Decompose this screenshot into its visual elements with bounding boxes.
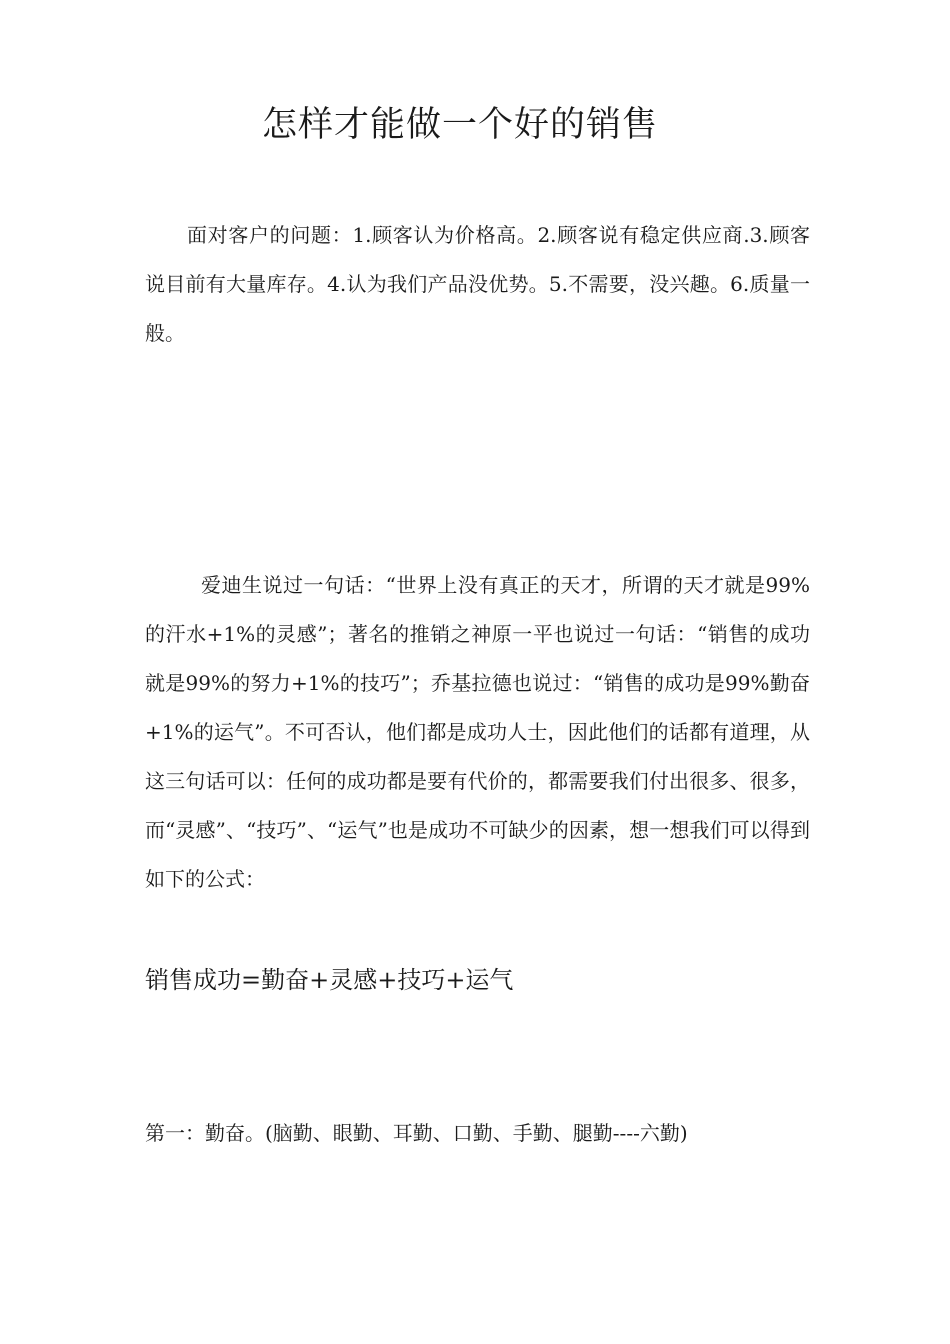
document-title: 怎样才能做一个好的销售	[261, 105, 658, 145]
paragraph-customer-problems: 面对客户的问题：1.顾客认为价格高。2.顾客说有稳定供应商.3.顾客说目前有大量库存。4.认为我们产品没优势。5.不需要，没兴趣。6.质量一般。	[145, 223, 810, 345]
section-heading-diligence: 第一：勤奋。(脑勤、眼勤、耳勤、口勤、手勤、腿勤----六勤)	[145, 1121, 688, 1145]
sales-success-formula: 销售成功=勤奋+灵感+技巧+运气	[145, 966, 514, 994]
paragraph-success-quotes: 爱迪生说过一句话：“世界上没有真正的天才，所谓的天才就是99%的汗水+1%的灵感”；著名的推销之神原一平也说过一句话：“销售的成功就是99%的努力+1%的技巧”；乔基拉德也说过：“销售的成功是99%勤奋+1%的运气”。不可否认，他们都是成功人士，因此他们的话都有道理，从这三句话可以：任何的成功都是要有代价的，都需要我们付出很多、很多，而“灵感”、“技巧”、“运气”也是成功不可缺少的因素，想一想我们可以得到如下的公式：	[145, 573, 810, 891]
